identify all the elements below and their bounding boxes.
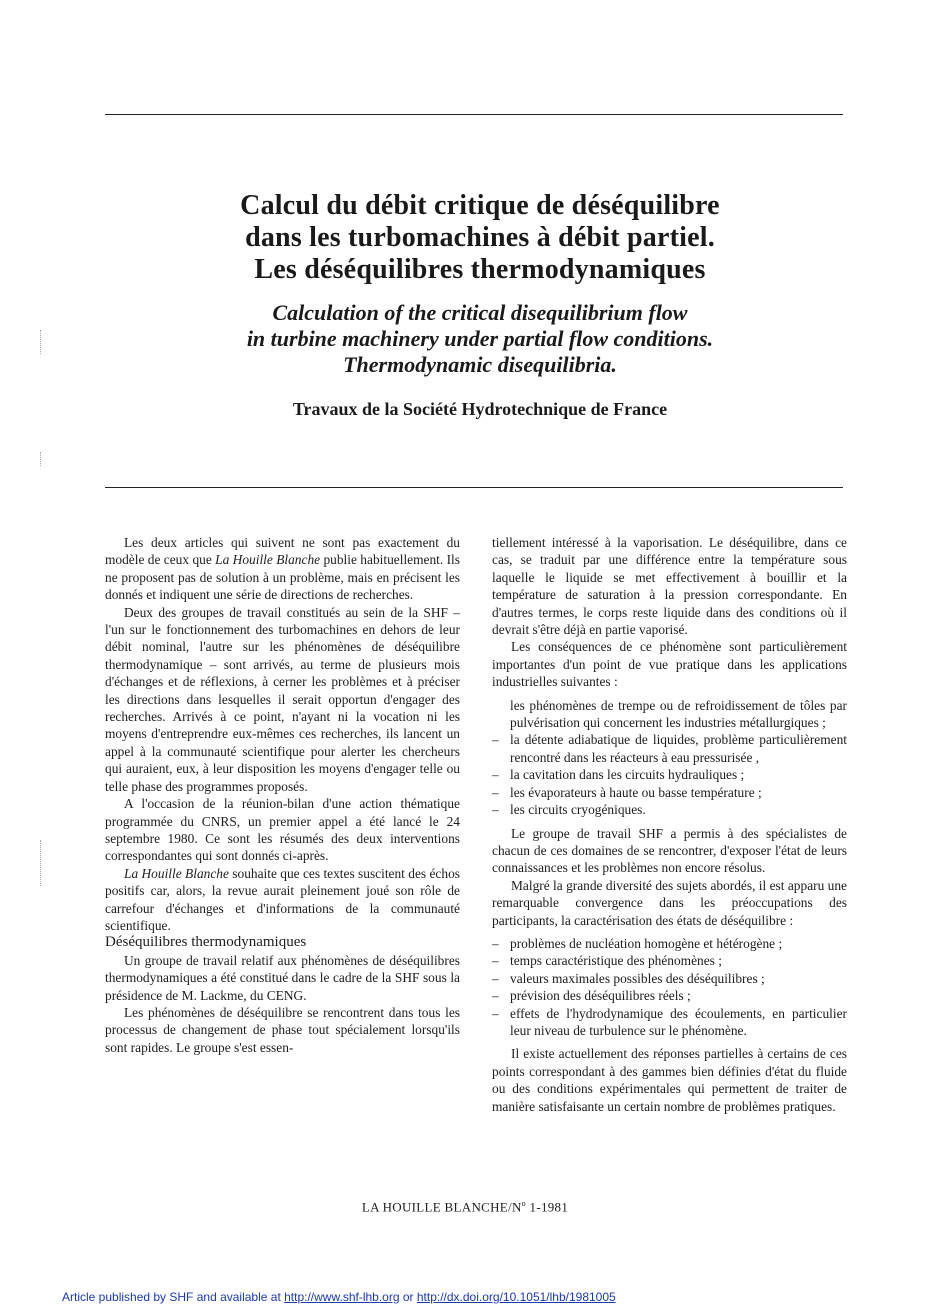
subtitle: Travaux de la Société Hydrotechnique de France [292, 399, 668, 419]
english-title-line: in turbine machinery under partial flow conditions. [246, 326, 714, 351]
french-title [120, 190, 840, 286]
list-item: les phénomènes de trempe ou de refroidissement de tôles par pulvérisation qui concernent les industries métallurgiques ; [510, 697, 847, 731]
list-item: – effets de l'hydrodynamique des écoulements, en particulier leur niveau de turbulence sur le phénomène. [492, 1005, 847, 1040]
paragraph: A l'occasion de la réunion-bilan d'une action thématique programmée du CNRS, un premier appel a été lancé le 24 septembre 1980. Ce sont les résumés des deux interventions correspondantes qui sont donnés ci-après. [105, 796, 460, 864]
list-item: – valeurs maximales possibles des déséquilibres ; [492, 970, 847, 987]
list-item: – temps caractéristique des phénomènes ; [492, 952, 847, 969]
right-column [492, 534, 847, 1115]
margin-mark [40, 840, 42, 886]
problems-list [492, 935, 847, 1039]
margin-mark [40, 330, 42, 354]
list-item: – la détente adiabatique de liquides, problème particulièrement rencontré dans les réacteurs à eau pressurisée , [492, 731, 847, 766]
top-rule [105, 114, 843, 115]
paragraph: Deux des groupes de travail constitués au sein de la SHF – l'un sur le fonctionnement des turbomachines en dehors de leur débit nominal, l'autre sur les phénomènes de déséquilibre thermodynamique – sont arrivés, au terme de plusieurs mois d'échanges et de réflexions, à cerner les problèmes et à préciser les directions dans lesquelles il serait opportun d'engager des recherches. Arrivés à ce point, n'ayant ni la vocation ni les moyens d'entreprendre eux-mêmes ces recherches, ils lancent un appel à la communauté scientifique pour alerter les chercheurs qui auraient, eux, à leur disposition les moyens d'engager telle ou telle phase des programmes proposés. [105, 604, 460, 794]
journal-name: La Houille Blanche [124, 865, 229, 881]
journal-name: La Houille Blanche [215, 552, 321, 568]
french-title-line: Calcul du débit critique de déséquilibre [240, 190, 720, 221]
french-title-line: Les déséquilibres thermodynamiques [254, 254, 706, 285]
list-item: – prévision des déséquilibres réels ; [492, 987, 847, 1004]
shf-link[interactable]: http://www.shf-lhb.org [284, 1290, 400, 1304]
english-title [120, 300, 840, 378]
left-column [105, 534, 460, 1056]
paragraph: Un groupe de travail relatif aux phénomènes de déséquilibres thermodynamiques a été constitué dans le cadre de la SHF sous la présidence de M. Lackme, du CENG. [105, 952, 460, 1003]
paragraph: Le groupe de travail SHF a permis à des spécialistes de chacun de ces domaines de se rencontrer, d'exposer l'état de leurs connaissances et les problèmes non encore résolus. [492, 825, 847, 876]
paragraph: Les phénomènes de déséquilibre se rencontrent dans tous les processus de changement de phase tout spécialement lorsqu'ils sont rapides. Le groupe s'est essen- [105, 1004, 460, 1055]
paragraph: Les deux articles qui suivent ne sont pas exactement du modèle de ceux que La Houille Blanche publie habituellement. Ils ne proposent pas de solution à un problème, mais en précisent les donnés et indiquent une série de directions de recherches. [105, 535, 460, 603]
publication-line: Article published by SHF and available at http://www.shf-lhb.org or http://dx.doi.org/10.1051/lhb/1981005 [62, 1290, 616, 1304]
english-title-line: Calculation of the critical disequilibrium flow [272, 300, 688, 325]
list-item: – problèmes de nucléation homogène et hétérogène ; [492, 935, 847, 952]
paragraph: La Houille Blanche souhaite que ces textes suscitent des échos positifs car, alors, la revue aurait pleinement joué son rôle de carrefour d'échanges et d'informations de la communauté scientifique. [105, 865, 460, 933]
english-title-line: Thermodynamic disequilibria. [343, 352, 617, 377]
title-block [120, 190, 840, 420]
applications-list [492, 697, 847, 732]
paragraph: tiellement intéressé à la vaporisation. Le déséquilibre, dans ce cas, se traduit par une différence entre la température sous laquelle le liquide se met effectivement à bouillir et la température de saturation à la pression correspondante. En d'autres termes, le corps reste liquide dans des conditions où il devrait s'être déjà en partie vaporisé. [492, 535, 847, 638]
french-title-line: dans les turbomachines à débit partiel. [245, 222, 715, 253]
section-rule [105, 487, 843, 488]
paragraph: Il existe actuellement des réponses partielles à certains de ces points correspondant à des gammes bien définies d'état du fluide ou des conditions expérimentales qui permettent de traiter de manière satisfaisante un certain nombre de problèmes pratiques. [492, 1046, 847, 1114]
applications-list [492, 731, 847, 818]
list-item: – la cavitation dans les circuits hydrauliques ; [492, 766, 847, 783]
paragraph: Les conséquences de ce phénomène sont particulièrement importantes d'un point de vue pratique dans les applications industrielles suivantes : [492, 639, 847, 690]
list-item: – les évaporateurs à haute ou basse température ; [492, 784, 847, 801]
journal-footer: LA HOUILLE BLANCHE/$N^o$ 1-1981 [361, 1199, 569, 1215]
publication-prefix: Article published by SHF and available at [62, 1290, 285, 1304]
margin-mark [40, 452, 42, 466]
doi-link[interactable]: http://dx.doi.org/10.1051/lhb/1981005 [416, 1290, 616, 1304]
list-item: – les circuits cryogéniques. [492, 801, 847, 818]
section-heading: Déséquilibres thermodynamiques [105, 934, 307, 951]
paragraph: Malgré la grande diversité des sujets abordés, il est apparu une remarquable convergence dans les préoccupations des participants, la caractérisation des états de déséquilibre : [492, 877, 847, 928]
